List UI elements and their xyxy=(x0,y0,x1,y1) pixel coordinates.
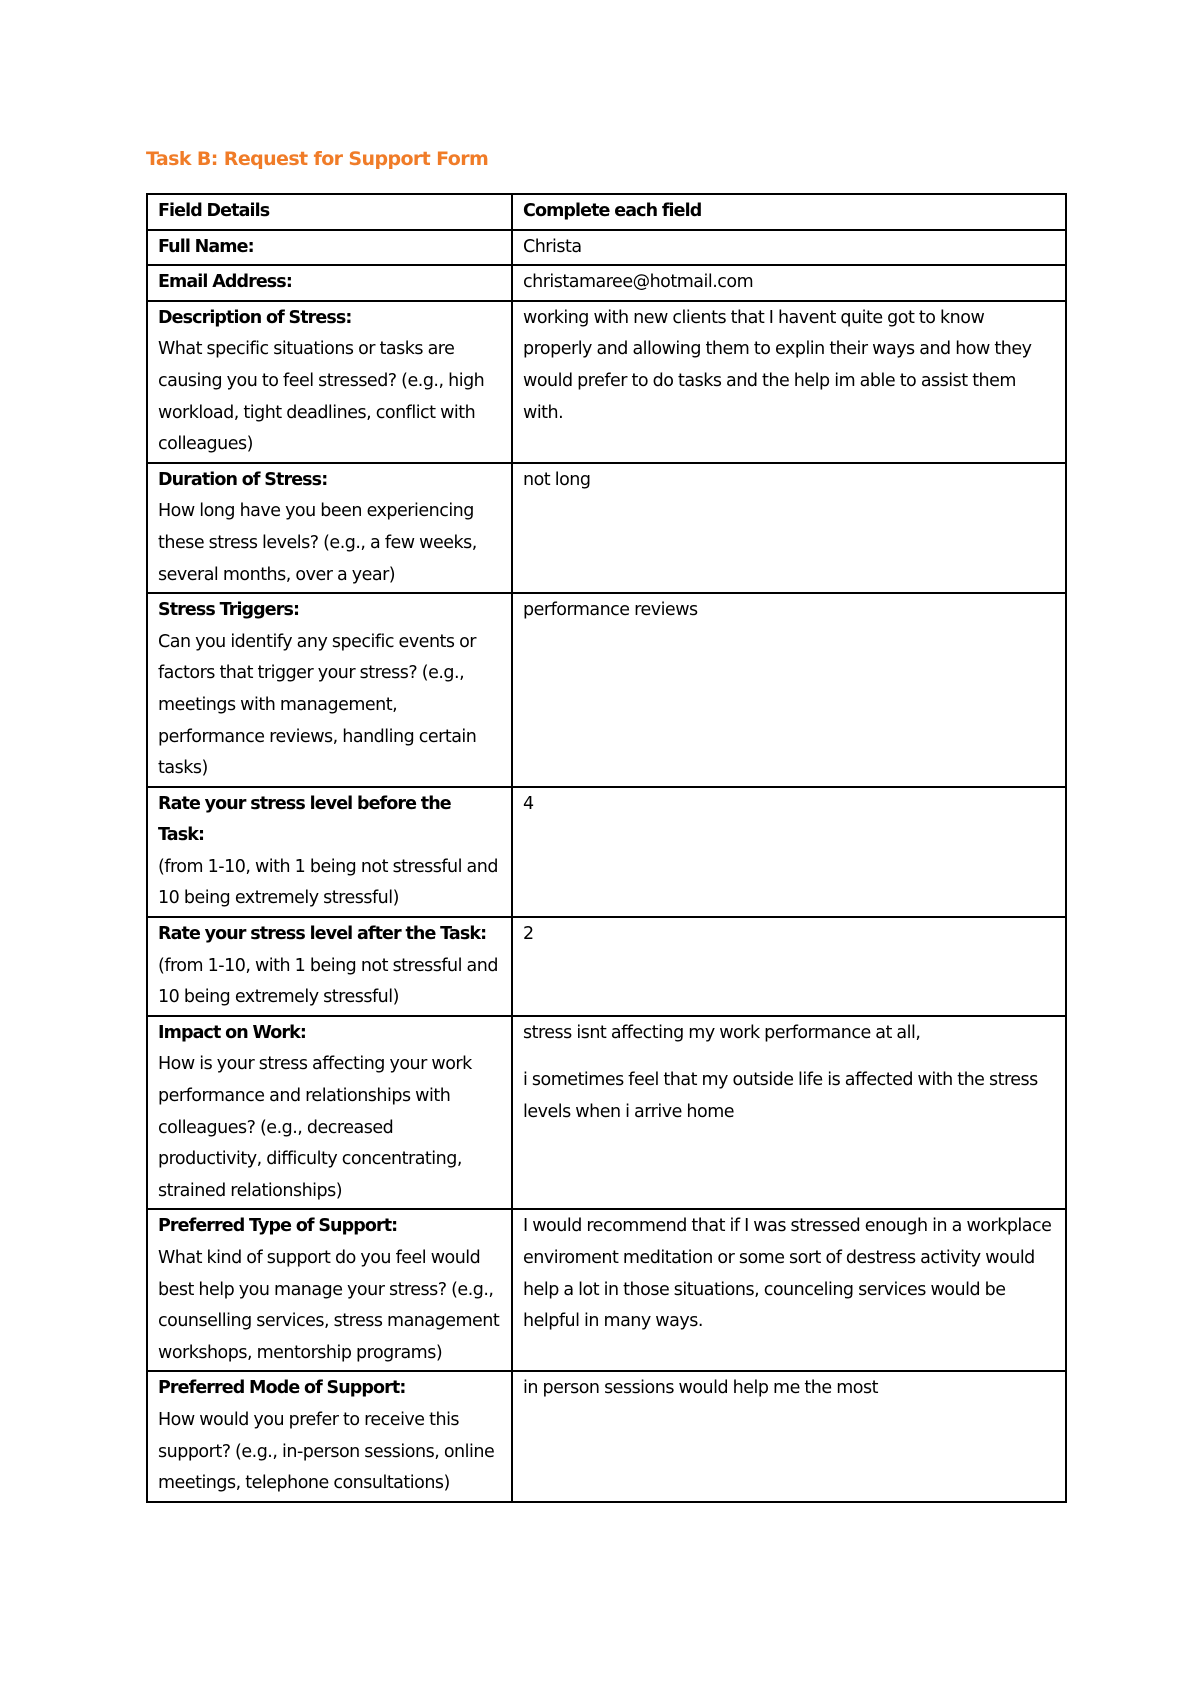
duration-value-cell[interactable] xyxy=(512,463,1066,593)
email-label: Email Address: xyxy=(158,272,292,293)
impact-instructions: How is your stress affecting your work performance and relationships with colleagues? (e.g., decreased productivity, difficulty concentrating, strained relationships) xyxy=(158,1054,472,1201)
support-type-value[interactable]: I would recommend that if I was stressed enough in a workplace enviroment meditation or some sort of destress activity would help a lot in those situations, counceling services would be helpful in many ways. xyxy=(523,1216,1052,1332)
row-impact-on-work xyxy=(147,1016,1066,1210)
support-mode-label: Preferred Mode of Support: xyxy=(158,1378,406,1399)
row-description-of-stress xyxy=(147,301,1066,463)
support-mode-instructions: How would you prefer to receive this support? (e.g., in-person sessions, online meetings, telephone consultations) xyxy=(158,1409,495,1494)
impact-label: Impact on Work: xyxy=(158,1022,306,1043)
triggers-label: Stress Triggers: xyxy=(158,600,300,621)
triggers-value[interactable]: performance reviews xyxy=(523,600,698,621)
header-complete-each-field-label: Complete each field xyxy=(523,201,702,221)
support-mode-value[interactable]: in person sessions would help me the most xyxy=(523,1378,878,1399)
full-name-value[interactable]: Christa xyxy=(523,236,582,257)
triggers-instructions: Can you identify any specific events or factors that trigger your stress? (e.g., meetings with management, performance reviews, handling certain tasks) xyxy=(158,631,477,779)
header-field-details-label: Field Details xyxy=(158,201,270,221)
full-name-label: Full Name: xyxy=(158,236,254,257)
description-value-cell[interactable] xyxy=(512,301,1066,463)
full-name-label-cell xyxy=(147,230,512,266)
support-mode-value-cell[interactable] xyxy=(512,1371,1066,1501)
row-stress-triggers xyxy=(147,593,1066,787)
support-type-label: Preferred Type of Support: xyxy=(158,1216,398,1237)
description-value[interactable]: working with new clients that I havent quite got to know properly and allowing them to explin their ways and how they would prefer to do tasks and the help im able to assist them with. xyxy=(523,307,1032,423)
row-duration-of-stress xyxy=(147,463,1066,593)
email-label-cell xyxy=(147,265,512,301)
row-email-address xyxy=(147,265,1066,301)
email-value-cell[interactable] xyxy=(512,265,1066,301)
after-label-cell xyxy=(147,917,512,1016)
support-type-instructions: What kind of support do you feel would best help you manage your stress? (e.g., counselling services, stress management workshops, mentorship programs) xyxy=(158,1248,500,1363)
email-value[interactable]: christamaree@hotmail.com xyxy=(523,272,754,293)
description-instructions: What specific situations or tasks are causing you to feel stressed? (e.g., high workload, tight deadlines, conflict with colleagues) xyxy=(158,339,485,455)
impact-value-cell[interactable] xyxy=(512,1016,1066,1210)
before-value-cell[interactable] xyxy=(512,787,1066,917)
impact-value-paragraph-2[interactable]: i sometimes feel that my outside life is affected with the stress levels when i arrive home xyxy=(523,1070,1038,1123)
header-row xyxy=(147,194,1066,230)
after-instructions: (from 1-10, with 1 being not stressful and 10 being extremely stressful) xyxy=(158,955,498,1008)
header-field-details xyxy=(147,194,512,230)
header-complete-each-field xyxy=(512,194,1066,230)
triggers-value-cell[interactable] xyxy=(512,593,1066,787)
after-value[interactable]: 2 xyxy=(523,924,534,945)
impact-value-paragraph-1[interactable]: stress isnt affecting my work performance at all, xyxy=(523,1022,921,1043)
duration-instructions: How long have you been experiencing these stress levels? (e.g., a few weeks, several months, over a year) xyxy=(158,501,477,585)
impact-label-cell xyxy=(147,1016,512,1210)
row-full-name xyxy=(147,230,1066,266)
before-instructions: (from 1-10, with 1 being not stressful and 10 being extremely stressful) xyxy=(158,856,498,909)
description-label: Description of Stress: xyxy=(158,307,352,328)
page-title: Task B: Request for Support Form xyxy=(146,148,489,170)
duration-value[interactable]: not long xyxy=(523,469,591,490)
before-value[interactable]: 4 xyxy=(523,793,534,814)
after-label: Rate your stress level after the Task: xyxy=(158,924,487,945)
row-preferred-type-of-support xyxy=(147,1209,1066,1371)
description-label-cell xyxy=(147,301,512,463)
before-label-cell xyxy=(147,787,512,917)
row-stress-after-task xyxy=(147,917,1066,1016)
support-mode-label-cell xyxy=(147,1371,512,1501)
after-value-cell[interactable] xyxy=(512,917,1066,1016)
duration-label-cell xyxy=(147,463,512,593)
row-preferred-mode-of-support xyxy=(147,1371,1066,1501)
support-type-value-cell[interactable] xyxy=(512,1209,1066,1371)
row-stress-before-task xyxy=(147,787,1066,917)
full-name-value-cell[interactable] xyxy=(512,230,1066,266)
duration-label: Duration of Stress: xyxy=(158,469,328,490)
support-form-table xyxy=(146,193,1067,1503)
triggers-label-cell xyxy=(147,593,512,787)
before-label: Rate your stress level before the Task: xyxy=(158,793,451,846)
support-type-label-cell xyxy=(147,1209,512,1371)
